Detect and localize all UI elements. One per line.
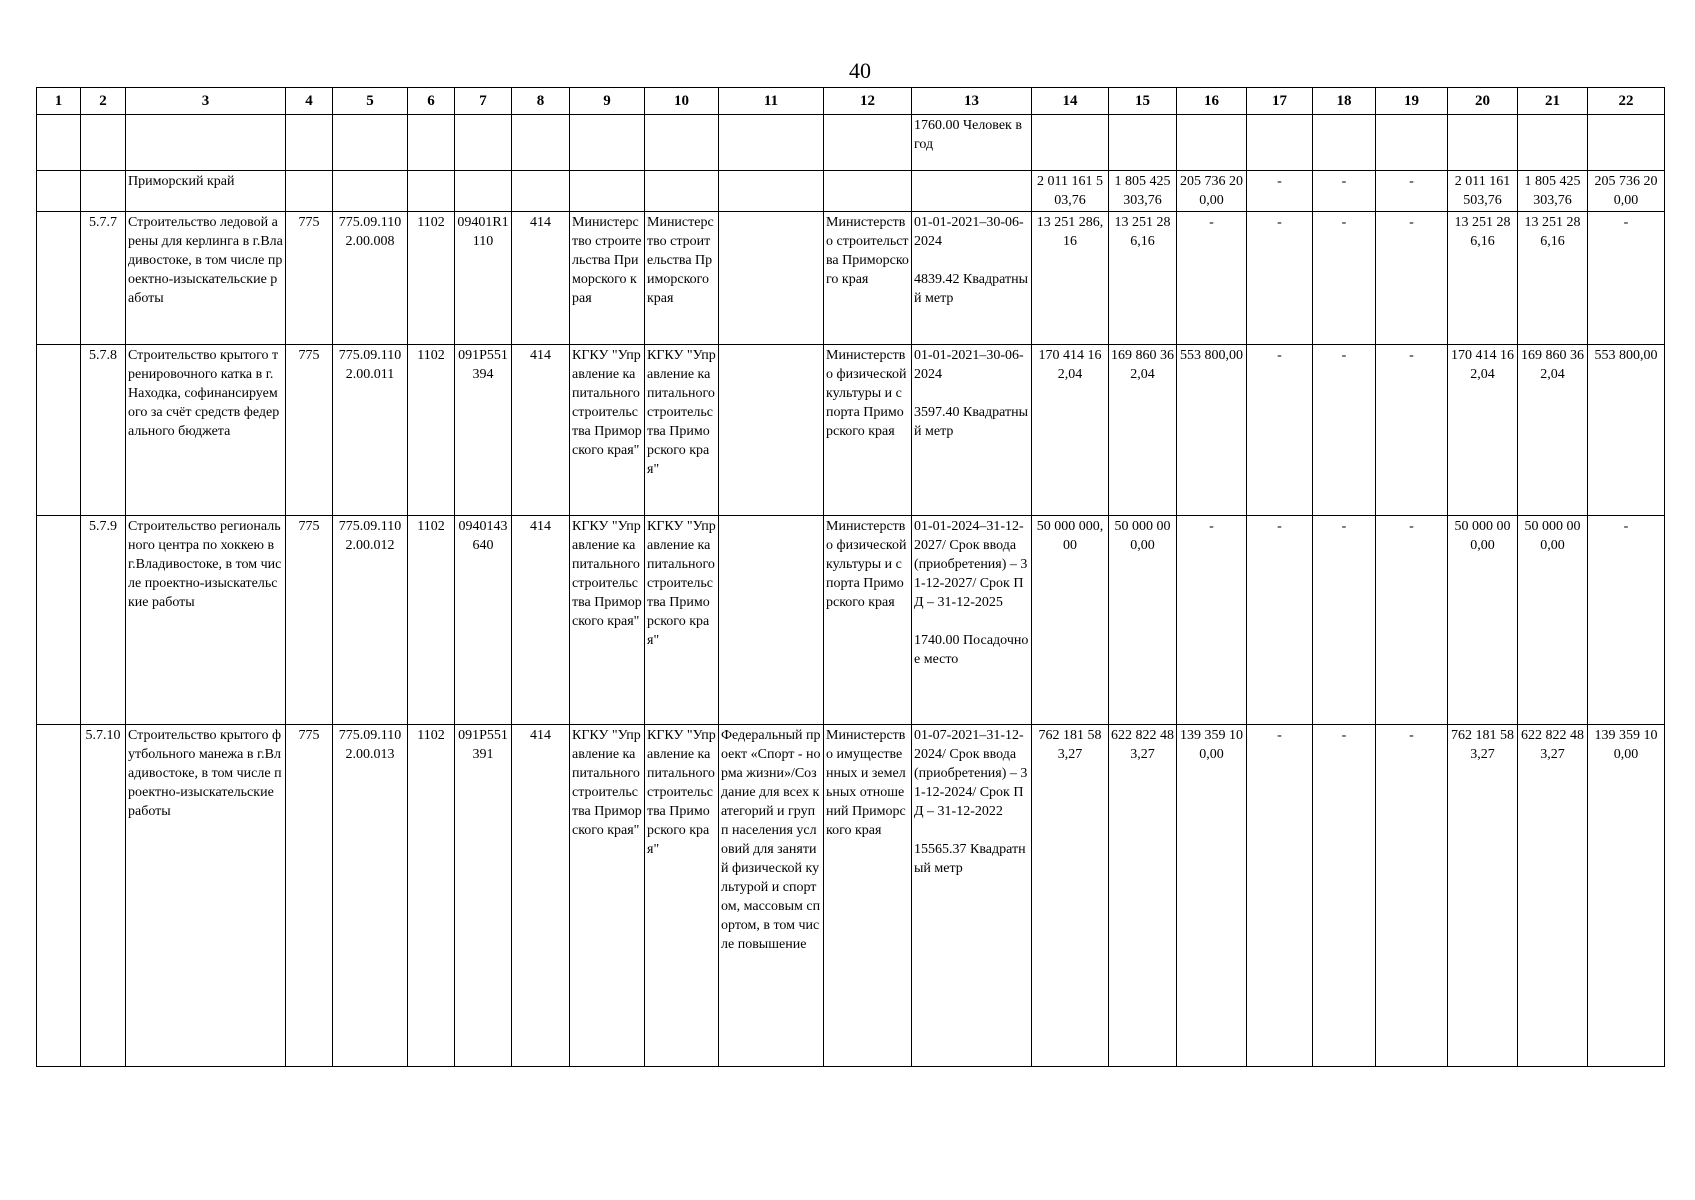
code-cell: 414: [512, 212, 570, 345]
amount-cell: 50 000 000,00: [1448, 516, 1518, 725]
header-cell: 16: [1177, 88, 1247, 115]
code-cell: 414: [512, 725, 570, 1067]
amount-cell: 622 822 483,27: [1109, 725, 1177, 1067]
amount-cell: 50 000 000,00: [1032, 516, 1109, 725]
item-number: 5.7.8: [81, 345, 126, 516]
amount-cell: 50 000 000,00: [1109, 516, 1177, 725]
amount-cell: -: [1313, 212, 1376, 345]
table-row: [37, 516, 1665, 725]
region-name: Приморский край: [126, 171, 286, 212]
code-cell: 775.09.1102.00.011: [333, 345, 408, 516]
amount-cell: -: [1313, 516, 1376, 725]
project-cell: [719, 516, 824, 725]
amount-cell: -: [1376, 345, 1448, 516]
code-cell: 091P551394: [455, 345, 512, 516]
amount-cell: 622 822 483,27: [1518, 725, 1588, 1067]
header-cell: 14: [1032, 88, 1109, 115]
amount-cell: -: [1247, 345, 1313, 516]
item-number: 5.7.9: [81, 516, 126, 725]
responsible-cell: Министерство строительства Приморского края: [824, 212, 912, 345]
terms-cell: 01-01-2021–30-06-2024 4839.42 Квадратный метр: [912, 212, 1032, 345]
amount-cell: -: [1247, 516, 1313, 725]
amount-cell: 205 736 200,00: [1177, 171, 1247, 212]
terms-cell: 01-07-2021–31-12-2024/ Срок ввода (приобретения) – 31-12-2024/ Срок ПД – 31-12-2022 15565.37 Квадратный метр: [912, 725, 1032, 1067]
amount-cell: -: [1177, 212, 1247, 345]
header-cell: 6: [408, 88, 455, 115]
amount-cell: -: [1313, 171, 1376, 212]
header-cell: 11: [719, 88, 824, 115]
amount-cell: -: [1247, 171, 1313, 212]
amount-cell: 169 860 362,04: [1109, 345, 1177, 516]
header-cell: 7: [455, 88, 512, 115]
code-cell: 775.09.1102.00.012: [333, 516, 408, 725]
amount-cell: -: [1247, 212, 1313, 345]
customer-cell: Министерство строительства Приморского края: [570, 212, 645, 345]
code-cell: 775: [286, 212, 333, 345]
code-cell: 775.09.1102.00.013: [333, 725, 408, 1067]
code-cell: 775.09.1102.00.008: [333, 212, 408, 345]
table-row-continuation: [37, 115, 1665, 171]
amount-cell: -: [1376, 171, 1448, 212]
header-row: [37, 88, 1665, 115]
header-cell: 19: [1376, 88, 1448, 115]
developer-cell: КГКУ "Управление капитального строительства Приморского края": [645, 725, 719, 1067]
item-number: 5.7.10: [81, 725, 126, 1067]
item-number: 5.7.7: [81, 212, 126, 345]
header-cell: 1: [37, 88, 81, 115]
amount-cell: 13 251 286,16: [1109, 212, 1177, 345]
project-cell: [719, 212, 824, 345]
project-cell: [719, 345, 824, 516]
code-cell: 09401R1110: [455, 212, 512, 345]
amount-cell: -: [1376, 516, 1448, 725]
header-cell: 21: [1518, 88, 1588, 115]
amount-cell: -: [1376, 725, 1448, 1067]
table-row: [37, 345, 1665, 516]
amount-cell: -: [1177, 516, 1247, 725]
customer-cell: КГКУ "Управление капитального строительства Приморского края": [570, 725, 645, 1067]
amount-cell: 2 011 161 503,76: [1032, 171, 1109, 212]
amount-cell: 170 414 162,04: [1032, 345, 1109, 516]
developer-cell: КГКУ "Управление капитального строительства Приморского края": [645, 345, 719, 516]
code-cell: 775: [286, 725, 333, 1067]
capacity-cell: 1760.00 Человек в год: [912, 115, 1032, 171]
amount-cell: 762 181 583,27: [1032, 725, 1109, 1067]
amount-cell: 13 251 286,16: [1448, 212, 1518, 345]
table-row: [37, 725, 1665, 1067]
header-cell: 17: [1247, 88, 1313, 115]
amount-cell: -: [1247, 725, 1313, 1067]
amount-cell: 1 805 425 303,76: [1518, 171, 1588, 212]
amount-cell: 205 736 200,00: [1588, 171, 1665, 212]
header-cell: 15: [1109, 88, 1177, 115]
terms-cell: 01-01-2024–31-12-2027/ Срок ввода (приобретения) – 31-12-2027/ Срок ПД – 31-12-2025 1740.00 Посадочное место: [912, 516, 1032, 725]
table-row-region: [37, 171, 1665, 212]
header-cell: 2: [81, 88, 126, 115]
header-cell: 4: [286, 88, 333, 115]
amount-cell: 170 414 162,04: [1448, 345, 1518, 516]
amount-cell: 553 800,00: [1588, 345, 1665, 516]
responsible-cell: Министерство физической культуры и спорта Приморского края: [824, 345, 912, 516]
page-number: 40: [849, 58, 871, 83]
developer-cell: Министерство строительства Приморского края: [645, 212, 719, 345]
code-cell: 1102: [408, 212, 455, 345]
header-cell: 3: [126, 88, 286, 115]
table-row: [37, 212, 1665, 345]
object-name: Строительство крытого тренировочного катка в г. Находка, софинансируемого за счёт средств федерального бюджета: [126, 345, 286, 516]
amount-cell: 13 251 286,16: [1032, 212, 1109, 345]
header-cell: 8: [512, 88, 570, 115]
amount-cell: -: [1313, 725, 1376, 1067]
header-cell: 20: [1448, 88, 1518, 115]
header-cell: 22: [1588, 88, 1665, 115]
amount-cell: 2 011 161 503,76: [1448, 171, 1518, 212]
terms-cell: 01-01-2021–30-06-2024 3597.40 Квадратный метр: [912, 345, 1032, 516]
responsible-cell: Министерство физической культуры и спорта Приморского края: [824, 516, 912, 725]
code-cell: 414: [512, 516, 570, 725]
amount-cell: -: [1588, 212, 1665, 345]
code-cell: 1102: [408, 345, 455, 516]
code-cell: 0940143640: [455, 516, 512, 725]
amount-cell: -: [1313, 345, 1376, 516]
code-cell: 414: [512, 345, 570, 516]
code-cell: 775: [286, 345, 333, 516]
developer-cell: КГКУ "Управление капитального строительства Приморского края": [645, 516, 719, 725]
amount-cell: 169 860 362,04: [1518, 345, 1588, 516]
project-cell: Федеральный проект «Спорт - норма жизни»/Создание для всех категорий и групп населения условий для занятий физической культурой и спортом, массовым спортом, в том числе повышение: [719, 725, 824, 1067]
code-cell: 1102: [408, 516, 455, 725]
header-cell: 13: [912, 88, 1032, 115]
object-name: Строительство ледовой арены для керлинга в г.Владивостоке, в том числе проектно-изыскательские работы: [126, 212, 286, 345]
header-cell: 18: [1313, 88, 1376, 115]
header-cell: 5: [333, 88, 408, 115]
amount-cell: 139 359 100,00: [1177, 725, 1247, 1067]
code-cell: 1102: [408, 725, 455, 1067]
code-cell: 091P551391: [455, 725, 512, 1067]
amount-cell: 50 000 000,00: [1518, 516, 1588, 725]
object-name: Строительство крытого футбольного манежа в г.Владивостоке, в том числе проектно-изыскательские работы: [126, 725, 286, 1067]
customer-cell: КГКУ "Управление капитального строительства Приморского края": [570, 345, 645, 516]
amount-cell: 762 181 583,27: [1448, 725, 1518, 1067]
amount-cell: 13 251 286,16: [1518, 212, 1588, 345]
header-cell: 10: [645, 88, 719, 115]
header-cell: 12: [824, 88, 912, 115]
code-cell: 775: [286, 516, 333, 725]
header-cell: 9: [570, 88, 645, 115]
amount-cell: -: [1588, 516, 1665, 725]
amount-cell: 553 800,00: [1177, 345, 1247, 516]
object-name: Строительство регионального центра по хоккею в г.Владивостоке, в том числе проектно-изыскательские работы: [126, 516, 286, 725]
amount-cell: -: [1376, 212, 1448, 345]
responsible-cell: Министерство имущественных и земельных отношений Приморского края: [824, 725, 912, 1067]
budget-table: [36, 87, 1665, 1067]
amount-cell: 1 805 425 303,76: [1109, 171, 1177, 212]
amount-cell: 139 359 100,00: [1588, 725, 1665, 1067]
customer-cell: КГКУ "Управление капитального строительства Приморского края": [570, 516, 645, 725]
